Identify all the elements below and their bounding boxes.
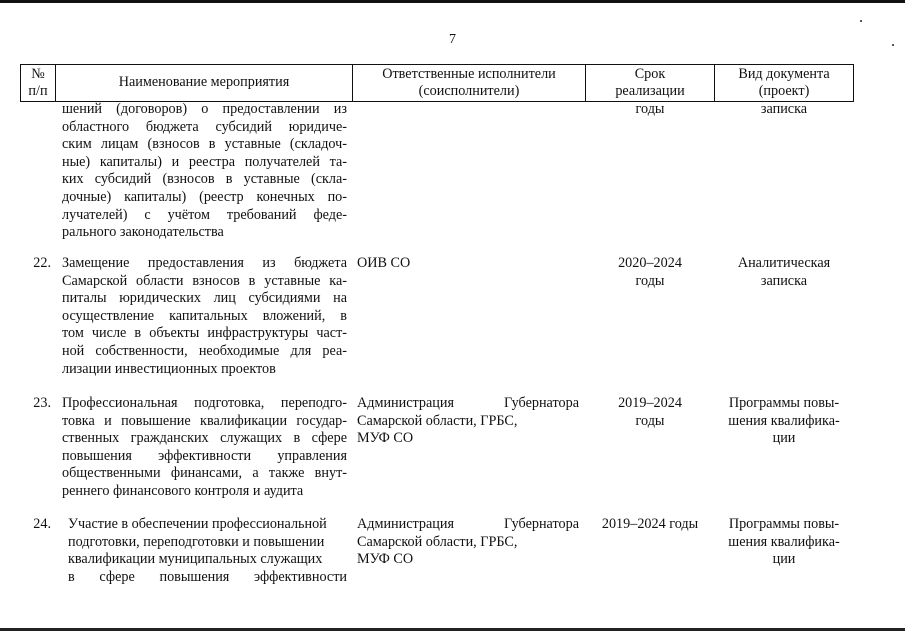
- name-line: подготовки, переподготовки и повышении: [68, 533, 325, 550]
- executor-line: МУФ СО: [357, 551, 414, 568]
- document-line: записка: [760, 101, 808, 117]
- executor-line: ОИВ СО: [357, 255, 411, 271]
- row-continued-name: [62, 101, 347, 242]
- header-col-number: [20, 64, 56, 102]
- header-col-executors: [352, 64, 586, 102]
- name-line: товка и повышение квалификации государ-: [62, 412, 347, 429]
- document-line: Аналитическая: [737, 255, 831, 271]
- row-continued-document: [714, 101, 854, 119]
- name-line: ких субсидий (взносов в уставные (скла-: [62, 171, 347, 188]
- document-line: ции: [772, 430, 796, 447]
- term-line: 2019–2024 годы: [601, 516, 699, 532]
- bottom-border-line: [0, 628, 905, 631]
- name-line: рального законодательства: [62, 224, 224, 241]
- executor-line: Администрация Губернатора: [357, 516, 579, 532]
- header-col-number-line2: п/п: [28, 83, 48, 99]
- header-col-term-line2: реализации: [615, 83, 685, 99]
- term-line: годы: [635, 412, 665, 429]
- row-22-number: 22.: [33, 255, 51, 271]
- header-col-name-text: Наименование мероприятия: [118, 74, 290, 90]
- name-line: квалификации муниципальных служащих: [68, 551, 323, 568]
- name-line: питалы юридических лиц субсидиями на: [62, 290, 347, 307]
- header-col-document: [714, 64, 854, 102]
- name-line: реннего финансового контроля и аудита: [62, 482, 304, 499]
- executor-line: Администрация Губернатора: [357, 395, 579, 411]
- row-23-executors: [357, 395, 579, 448]
- row-23-number: 23.: [33, 395, 51, 411]
- term-line: годы: [635, 272, 665, 289]
- name-line: шений (договоров) о предоставлении из: [62, 101, 347, 117]
- row-24-document: [714, 516, 854, 569]
- header-col-document-line1: Вид документа: [738, 66, 830, 82]
- executor-line: Самарской области, ГРБС,: [357, 533, 518, 550]
- name-line: Участие в обеспечении профессиональной: [68, 516, 327, 532]
- header-col-term: [585, 64, 715, 102]
- name-line: Замещение предоставления из бюджета: [62, 255, 347, 271]
- header-col-executors-line2: (соисполнители): [418, 83, 520, 99]
- name-line: повышения эффективности управления: [62, 447, 347, 464]
- header-col-executors-line1: Ответственные исполнители: [382, 66, 556, 82]
- name-line: осуществление капитальных вложений, в: [62, 307, 347, 324]
- row-24-executors: [357, 516, 579, 569]
- document-line: шения квалифика-: [728, 412, 840, 429]
- term-line: 2020–2024: [618, 255, 682, 271]
- header-col-term-line1: Срок: [634, 66, 666, 82]
- name-line: ственных гражданских служащих в сфере: [62, 430, 347, 447]
- name-line: том числе в объекты инфраструктуры част-: [62, 325, 347, 342]
- name-line: лучателей) с учётом требований феде-: [62, 206, 347, 223]
- row-24-number: 24.: [33, 516, 51, 532]
- term-line: 2019–2024: [618, 395, 682, 411]
- row-continued-term: [585, 101, 715, 119]
- name-line: общественными финансами, а также внут-: [62, 465, 347, 482]
- executor-line: Самарской области, ГРБС,: [357, 412, 518, 429]
- document-line: шения квалифика-: [728, 533, 840, 550]
- name-line: ной собственности, необходимые для реа-: [62, 342, 347, 359]
- row-24-term: [585, 516, 715, 534]
- name-line: лизации инвестиционных проектов: [62, 360, 276, 377]
- page-number: 7: [449, 32, 456, 47]
- document-line: Программы повы-: [728, 395, 840, 411]
- header-col-name: [55, 64, 353, 102]
- row-22-term: [585, 255, 715, 290]
- row-23-document: [714, 395, 854, 448]
- executor-line: МУФ СО: [357, 430, 414, 447]
- row-22-executors: [357, 255, 579, 273]
- row-22-document: [714, 255, 854, 290]
- row-23-name: [62, 395, 347, 501]
- scan-speck: [860, 20, 862, 22]
- name-line: областного бюджета субсидий юридиче-: [62, 118, 347, 135]
- top-border-line: [0, 0, 905, 3]
- name-line: в сфере повышения эффективности: [68, 568, 347, 585]
- term-line: годы: [635, 101, 665, 117]
- header-col-document-line2: (проект): [758, 83, 810, 99]
- document-line: Программы повы-: [728, 516, 840, 532]
- document-line: ции: [772, 551, 796, 568]
- document-line: записка: [760, 272, 808, 289]
- header-col-number-line1: №: [31, 66, 45, 82]
- name-line: дочные) капиталы) (реестр конечных по-: [62, 188, 347, 205]
- row-22-name: [62, 255, 347, 378]
- name-line: Профессиональная подготовка, переподго-: [62, 395, 347, 411]
- row-24-name: [68, 516, 347, 586]
- row-23-term: [585, 395, 715, 430]
- name-line: ные) капиталы) и реестра получателей та-: [62, 153, 347, 170]
- name-line: Самарской области взносов в уставные ка-: [62, 272, 347, 289]
- name-line: ским лицам (взносов в уставные (складоч-: [62, 136, 347, 153]
